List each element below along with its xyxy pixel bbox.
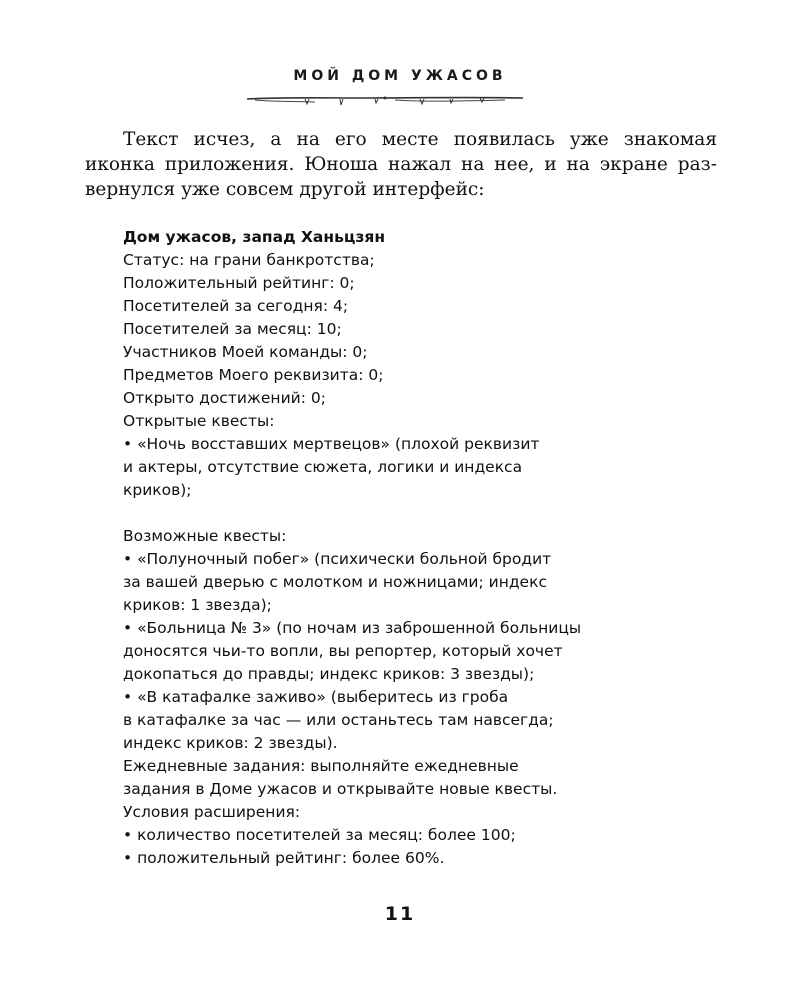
interface-line: • «Полуночный побег» (психически больной бродит: [123, 550, 552, 568]
interface-line: Статус: на грани банкротства;: [123, 251, 375, 269]
interface-line: • «Больница № 3» (по ночам из заброшенной больницы: [123, 619, 582, 637]
header-ornament-divider: [245, 92, 525, 108]
intro-line: Текст исчез, а на его месте появилась уже знакомая: [123, 129, 717, 150]
intro-line: вернулся уже совсем другой интерфейс:: [85, 179, 485, 200]
blank-line: [123, 502, 683, 525]
interface-line: Посетителей за месяц: 10;: [123, 320, 342, 338]
interface-title: Дом ужасов, запад Ханьцзян: [123, 228, 386, 246]
interface-line: Открытые квесты:: [123, 412, 275, 430]
interface-line: • положительный рейтинг: более 60%.: [123, 849, 445, 867]
interface-line: за вашей дверью с молотком и ножницами; индекс: [123, 573, 547, 591]
interface-line: Предметов Моего реквизита: 0;: [123, 366, 384, 384]
running-title: МОЙ ДОМ УЖАСОВ: [293, 68, 507, 84]
page-number: 11: [384, 903, 416, 925]
interface-line: Открыто достижений: 0;: [123, 389, 326, 407]
interface-line: индекс криков: 2 звезды).: [123, 734, 338, 752]
interface-line: • «Ночь восставших мертвецов» (плохой реквизит: [123, 435, 540, 453]
intro-line: иконка приложения. Юноша нажал на нее, и на экране раз-: [85, 154, 717, 175]
interface-line: и актеры, отсутствие сюжета, логики и индекса: [123, 458, 523, 476]
interface-line: • количество посетителей за месяц: более 100;: [123, 826, 516, 844]
interface-line: доносятся чьи-то вопли, вы репортер, который хочет: [123, 642, 563, 660]
interface-line: Возможные квесты:: [123, 527, 287, 545]
interface-line: Посетителей за сегодня: 4;: [123, 297, 349, 315]
interface-line: Положительный рейтинг: 0;: [123, 274, 355, 292]
interface-line: докопаться до правды; индекс криков: 3 звезды);: [123, 665, 535, 683]
interface-line: криков);: [123, 481, 192, 499]
interface-line: Ежедневные задания: выполняйте ежедневные: [123, 757, 519, 775]
interface-line: • «В катафалке заживо» (выберитесь из гроба: [123, 688, 509, 706]
interface-line: Участников Моей команды: 0;: [123, 343, 368, 361]
interface-line: задания в Доме ужасов и открывайте новые квесты.: [123, 780, 558, 798]
intro-paragraph: [85, 127, 717, 202]
interface-line: криков: 1 звезда);: [123, 596, 272, 614]
app-interface-block: [123, 226, 683, 870]
interface-line: Условия расширения:: [123, 803, 301, 821]
interface-line: в катафалке за час — или останьтесь там навсегда;: [123, 711, 554, 729]
